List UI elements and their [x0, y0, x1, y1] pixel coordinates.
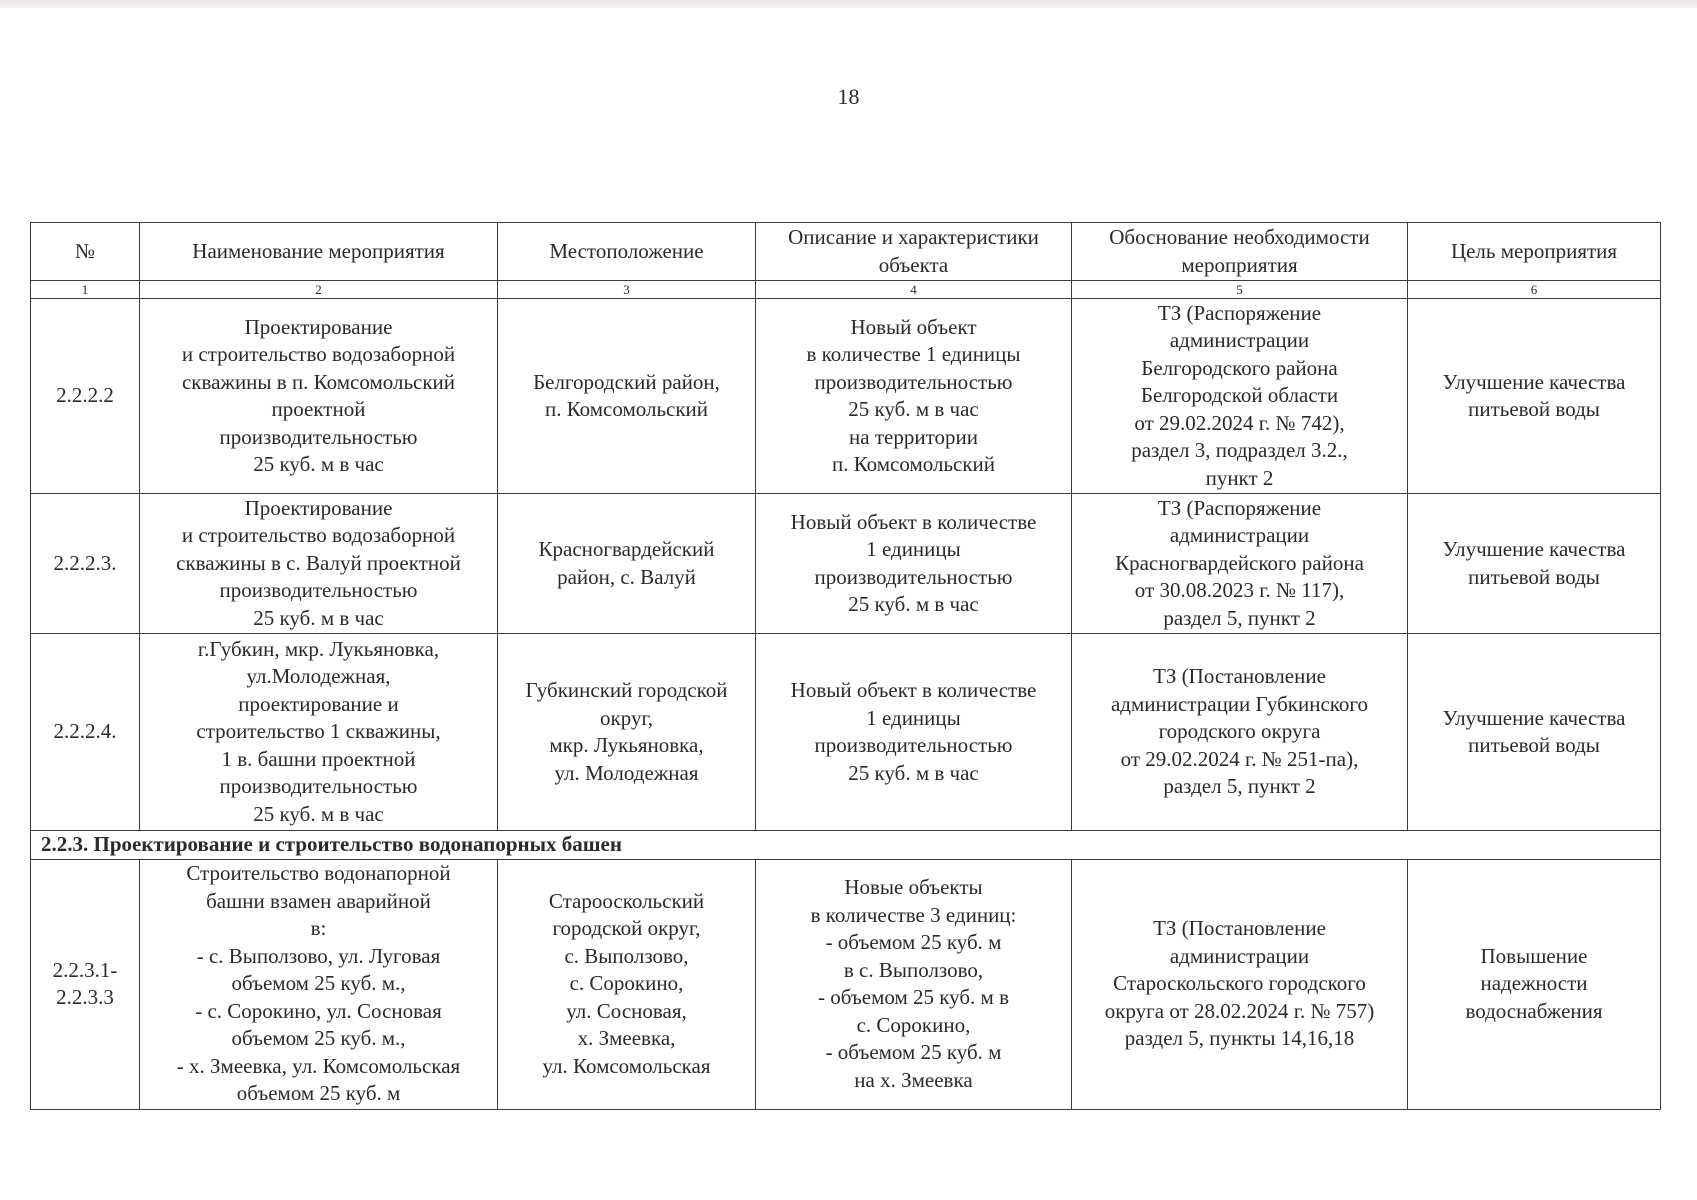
table-row: [31, 859, 1661, 1109]
cell-number: 2.2.2.3.: [31, 494, 140, 634]
cell-name: Строительство водонапорной башни взамен аварийной в: - с. Выползово, ул. Луговая объемом 25 куб. м., - с. Сорокино, ул. Сосновая объемом 25 куб. м., - х. Змеевка, ул. Комсомольская объемом 25 куб. м: [140, 859, 498, 1109]
cell-name: Проектирование и строительство водозаборной скважины в п. Комсомольский проектной производительностью 25 куб. м в час: [140, 299, 498, 494]
cell-goal: Улучшение качества питьевой воды: [1408, 299, 1661, 494]
table-row: [31, 494, 1661, 634]
cell-location: Красногвардейский район, с. Валуй: [498, 494, 756, 634]
cell-location: Губкинский городской округ, мкр. Лукьяновка, ул. Молодежная: [498, 634, 756, 831]
column-number-row: [31, 281, 1661, 299]
header-goal: Цель мероприятия: [1408, 223, 1661, 281]
column-number: 6: [1408, 281, 1661, 299]
measures-table: [30, 222, 1661, 1110]
header-number: №: [31, 223, 140, 281]
column-number: 2: [140, 281, 498, 299]
header-location: Местоположение: [498, 223, 756, 281]
cell-description: Новый объект в количестве 1 единицы производительностью 25 куб. м в час: [756, 634, 1072, 831]
cell-name: г.Губкин, мкр. Лукьяновка, ул.Молодежная, проектирование и строительство 1 скважины, 1 в. башни проектной производительностью 25 куб. м в час: [140, 634, 498, 831]
cell-location: Белгородский район, п. Комсомольский: [498, 299, 756, 494]
cell-number: 2.2.2.2: [31, 299, 140, 494]
table-header-row: [31, 223, 1661, 281]
column-number: 1: [31, 281, 140, 299]
header-name: Наименование мероприятия: [140, 223, 498, 281]
table-row: [31, 299, 1661, 494]
cell-description: Новые объекты в количестве 3 единиц: - объемом 25 куб. м в с. Выползово, - объемом 25 куб. м в с. Сорокино, - объемом 25 куб. м на х. Змеевка: [756, 859, 1072, 1109]
column-number: 4: [756, 281, 1072, 299]
page-number: 18: [837, 84, 860, 109]
cell-justification: ТЗ (Распоряжение администрации Красногвардейского района от 30.08.2023 г. № 117), раздел 5, пункт 2: [1072, 494, 1408, 634]
cell-description: Новый объект в количестве 1 единицы производительностью 25 куб. м в час на территории п. Комсомольский: [756, 299, 1072, 494]
cell-number: 2.2.2.4.: [31, 634, 140, 831]
cell-goal: Улучшение качества питьевой воды: [1408, 494, 1661, 634]
section-heading-row: [31, 831, 1661, 860]
section-title: 2.2.3. Проектирование и строительство водонапорных башен: [31, 831, 1661, 860]
cell-justification: ТЗ (Постановление администрации Староскольского городского округа от 28.02.2024 г. № 757) раздел 5, пункты 14,16,18: [1072, 859, 1408, 1109]
column-number: 5: [1072, 281, 1408, 299]
scan-top-edge: [0, 0, 1697, 8]
cell-location: Старооскольский городской округ, с. Выползово, с. Сорокино, ул. Сосновая, х. Змеевка, ул. Комсомольская: [498, 859, 756, 1109]
cell-goal: Улучшение качества питьевой воды: [1408, 634, 1661, 831]
table-row: [31, 634, 1661, 831]
header-description: Описание и характеристики объекта: [756, 223, 1072, 281]
cell-justification: ТЗ (Постановление администрации Губкинского городского округа от 29.02.2024 г. № 251-па), раздел 5, пункт 2: [1072, 634, 1408, 831]
cell-number: 2.2.3.1- 2.2.3.3: [31, 859, 140, 1109]
cell-goal: Повышение надежности водоснабжения: [1408, 859, 1661, 1109]
cell-description: Новый объект в количестве 1 единицы производительностью 25 куб. м в час: [756, 494, 1072, 634]
column-number: 3: [498, 281, 756, 299]
cell-justification: ТЗ (Распоряжение администрации Белгородского района Белгородской области от 29.02.2024 г. № 742), раздел 3, подраздел 3.2., пункт 2: [1072, 299, 1408, 494]
cell-name: Проектирование и строительство водозаборной скважины в с. Валуй проектной производительностью 25 куб. м в час: [140, 494, 498, 634]
header-justification: Обоснование необходимости мероприятия: [1072, 223, 1408, 281]
